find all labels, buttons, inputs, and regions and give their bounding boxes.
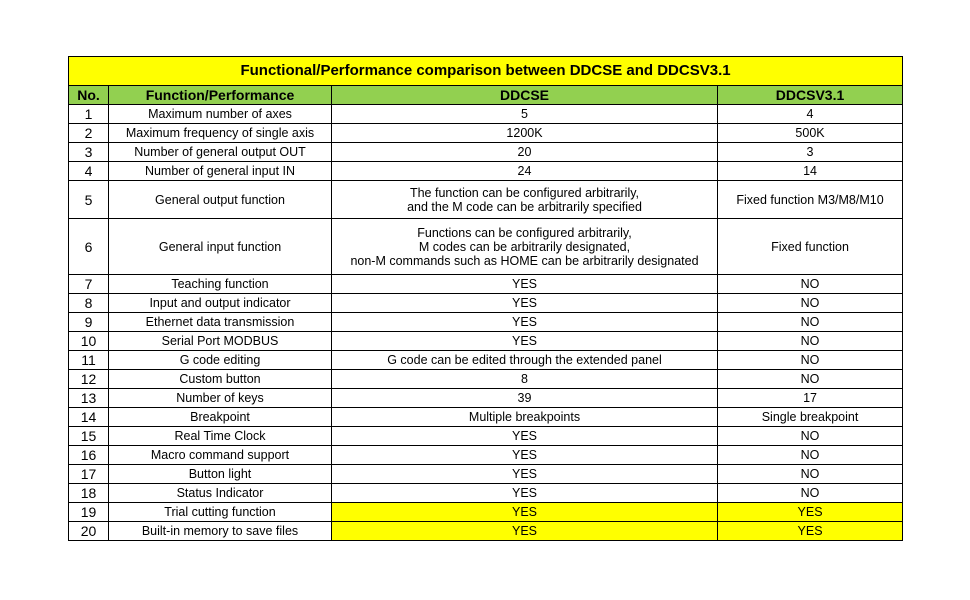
cell-ddcsv31: YES xyxy=(718,522,903,541)
cell-ddcsv31: NO xyxy=(718,465,903,484)
table-row xyxy=(69,370,903,389)
table-row xyxy=(69,105,903,124)
cell-no: 16 xyxy=(69,446,109,465)
cell-ddcse: The function can be configured arbitrarily, and the M code can be arbitrarily specified xyxy=(332,181,718,219)
cell-ddcse: 1200K xyxy=(332,124,718,143)
table-row xyxy=(69,465,903,484)
cell-ddcse: 24 xyxy=(332,162,718,181)
cell-ddcse: 20 xyxy=(332,143,718,162)
table-row xyxy=(69,427,903,446)
cell-no: 8 xyxy=(69,294,109,313)
table-row xyxy=(69,484,903,503)
cell-function: Maximum frequency of single axis xyxy=(109,124,332,143)
cell-ddcse: YES xyxy=(332,465,718,484)
cell-ddcse: YES xyxy=(332,503,718,522)
header-function: Function/Performance xyxy=(109,86,332,105)
table-title: Functional/Performance comparison between DDCSE and DDCSV3.1 xyxy=(69,57,903,86)
cell-no: 20 xyxy=(69,522,109,541)
table-row xyxy=(69,294,903,313)
cell-ddcse: 8 xyxy=(332,370,718,389)
cell-ddcse: YES xyxy=(332,522,718,541)
table-row xyxy=(69,408,903,427)
cell-ddcse: 39 xyxy=(332,389,718,408)
table-row xyxy=(69,446,903,465)
cell-ddcsv31: NO xyxy=(718,351,903,370)
cell-function: Built-in memory to save files xyxy=(109,522,332,541)
cell-function: G code editing xyxy=(109,351,332,370)
cell-ddcsv31: YES xyxy=(718,503,903,522)
table-row xyxy=(69,162,903,181)
cell-no: 11 xyxy=(69,351,109,370)
cell-ddcsv31: Single breakpoint xyxy=(718,408,903,427)
cell-ddcse: Functions can be configured arbitrarily, M codes can be arbitrarily designated, non-M commands such as HOME can be arbitrarily designated xyxy=(332,219,718,275)
cell-function: Ethernet data transmission xyxy=(109,313,332,332)
cell-ddcsv31: Fixed function M3/M8/M10 xyxy=(718,181,903,219)
table-row xyxy=(69,143,903,162)
table-row xyxy=(69,389,903,408)
cell-no: 19 xyxy=(69,503,109,522)
cell-function: Maximum number of axes xyxy=(109,105,332,124)
cell-function: Custom button xyxy=(109,370,332,389)
cell-function: Breakpoint xyxy=(109,408,332,427)
header-row xyxy=(69,86,903,105)
cell-ddcse: YES xyxy=(332,427,718,446)
cell-no: 3 xyxy=(69,143,109,162)
cell-ddcsv31: NO xyxy=(718,427,903,446)
cell-function: Serial Port MODBUS xyxy=(109,332,332,351)
cell-function: Input and output indicator xyxy=(109,294,332,313)
cell-ddcsv31: NO xyxy=(718,370,903,389)
cell-ddcsv31: 17 xyxy=(718,389,903,408)
cell-function: Number of general input IN xyxy=(109,162,332,181)
cell-no: 7 xyxy=(69,275,109,294)
cell-ddcse: G code can be edited through the extended panel xyxy=(332,351,718,370)
cell-no: 2 xyxy=(69,124,109,143)
table-row xyxy=(69,522,903,541)
header-no: No. xyxy=(69,86,109,105)
table-row xyxy=(69,313,903,332)
cell-function: Number of keys xyxy=(109,389,332,408)
table-row xyxy=(69,181,903,219)
cell-no: 10 xyxy=(69,332,109,351)
cell-function: Teaching function xyxy=(109,275,332,294)
cell-ddcse: YES xyxy=(332,332,718,351)
table-row xyxy=(69,124,903,143)
cell-no: 4 xyxy=(69,162,109,181)
cell-no: 17 xyxy=(69,465,109,484)
cell-function: Real Time Clock xyxy=(109,427,332,446)
cell-no: 1 xyxy=(69,105,109,124)
cell-no: 5 xyxy=(69,181,109,219)
cell-function: Number of general output OUT xyxy=(109,143,332,162)
cell-function: Macro command support xyxy=(109,446,332,465)
cell-ddcsv31: 4 xyxy=(718,105,903,124)
cell-no: 6 xyxy=(69,219,109,275)
cell-ddcsv31: 3 xyxy=(718,143,903,162)
cell-ddcsv31: NO xyxy=(718,313,903,332)
comparison-table xyxy=(68,56,903,541)
cell-ddcsv31: 14 xyxy=(718,162,903,181)
cell-no: 18 xyxy=(69,484,109,503)
cell-ddcse: 5 xyxy=(332,105,718,124)
cell-ddcsv31: NO xyxy=(718,446,903,465)
cell-ddcse: YES xyxy=(332,294,718,313)
table-row xyxy=(69,219,903,275)
header-ddcse: DDCSE xyxy=(332,86,718,105)
cell-ddcse: YES xyxy=(332,446,718,465)
table-row xyxy=(69,332,903,351)
cell-function: General output function xyxy=(109,181,332,219)
cell-ddcsv31: 500K xyxy=(718,124,903,143)
cell-ddcsv31: NO xyxy=(718,484,903,503)
cell-ddcse: Multiple breakpoints xyxy=(332,408,718,427)
header-ddcsv31: DDCSV3.1 xyxy=(718,86,903,105)
table-row xyxy=(69,503,903,522)
cell-ddcse: YES xyxy=(332,275,718,294)
title-row xyxy=(69,57,903,86)
cell-function: Button light xyxy=(109,465,332,484)
cell-ddcsv31: Fixed function xyxy=(718,219,903,275)
cell-function: Trial cutting function xyxy=(109,503,332,522)
cell-no: 9 xyxy=(69,313,109,332)
cell-ddcsv31: NO xyxy=(718,275,903,294)
table-row xyxy=(69,275,903,294)
cell-ddcse: YES xyxy=(332,313,718,332)
cell-no: 12 xyxy=(69,370,109,389)
cell-ddcse: YES xyxy=(332,484,718,503)
cell-no: 14 xyxy=(69,408,109,427)
table-row xyxy=(69,351,903,370)
cell-function: Status Indicator xyxy=(109,484,332,503)
cell-ddcsv31: NO xyxy=(718,332,903,351)
cell-function: General input function xyxy=(109,219,332,275)
cell-no: 13 xyxy=(69,389,109,408)
cell-no: 15 xyxy=(69,427,109,446)
cell-ddcsv31: NO xyxy=(718,294,903,313)
